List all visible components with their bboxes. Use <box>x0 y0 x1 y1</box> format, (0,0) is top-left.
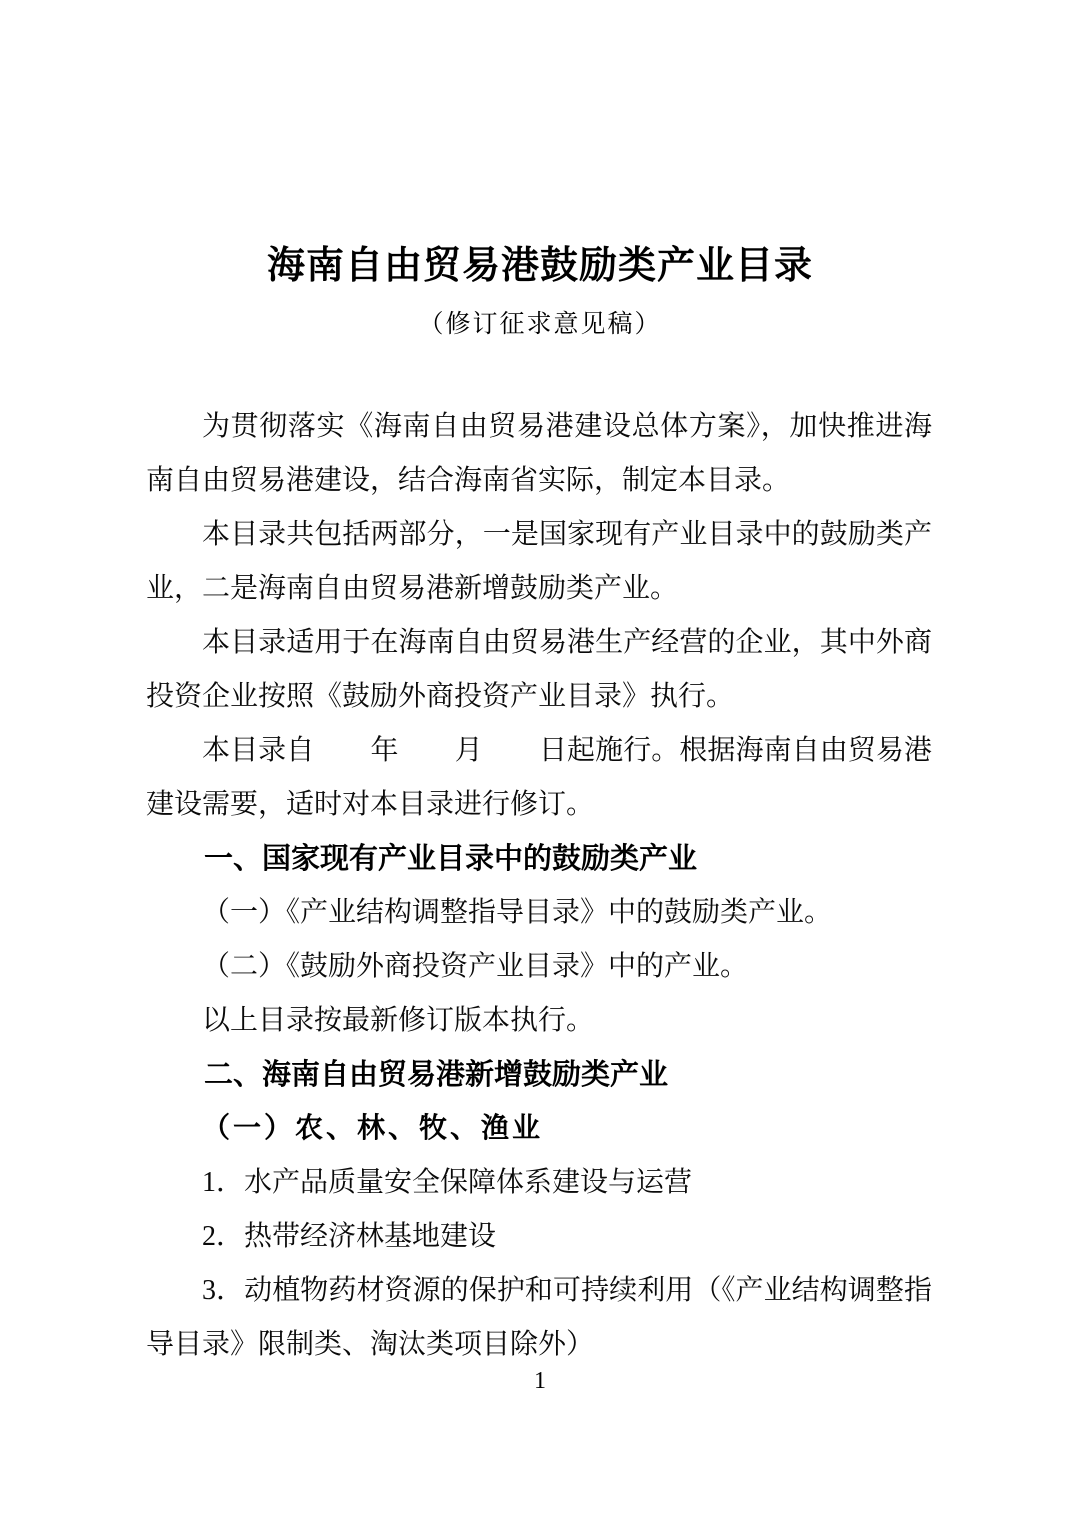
paragraph: 以上目录按最新修订版本执行。 <box>202 1005 595 1036</box>
section-heading: 一、国家现有产业目录中的鼓励类产业 <box>204 843 698 875</box>
list-item: 2．热带经济林基地建设 <box>202 1221 497 1252</box>
paragraph: 本目录共包括两部分，一是国家现有产业目录中的鼓励类产业，二是海南自由贸易港新增鼓励类产业。 <box>146 519 932 604</box>
document-body <box>146 400 932 1372</box>
paragraph: （一）《产业结构调整指导目录》中的鼓励类产业。 <box>202 897 833 928</box>
sub-section-heading: （一）农、林、牧、渔业 <box>202 1113 544 1144</box>
document-subtitle: （修订征求意见稿） <box>418 311 662 338</box>
list-item: 3．动植物药材资源的保护和可持续利用（《产业结构调整指导目录》限制类、淘汰类项目除外） <box>146 1275 932 1360</box>
paragraph: 为贯彻落实《海南自由贸易港建设总体方案》，加快推进海南自由贸易港建设，结合海南省实际，制定本目录。 <box>146 411 932 496</box>
list-item: 1．水产品质量安全保障体系建设与运营 <box>202 1167 693 1198</box>
paragraph: 本目录自 年 月 日起施行。根据海南自由贸易港建设需要，适时对本目录进行修订。 <box>146 735 932 820</box>
paragraph: 本目录适用于在海南自由贸易港生产经营的企业，其中外商投资企业按照《鼓励外商投资产业目录》执行。 <box>146 627 932 712</box>
document-title: 海南自由贸易港鼓励类产业目录 <box>266 245 813 287</box>
section-heading: 二、海南自由贸易港新增鼓励类产业 <box>204 1059 669 1091</box>
paragraph: （二）《鼓励外商投资产业目录》中的产业。 <box>202 951 749 982</box>
page-number: 1 <box>534 1368 546 1394</box>
